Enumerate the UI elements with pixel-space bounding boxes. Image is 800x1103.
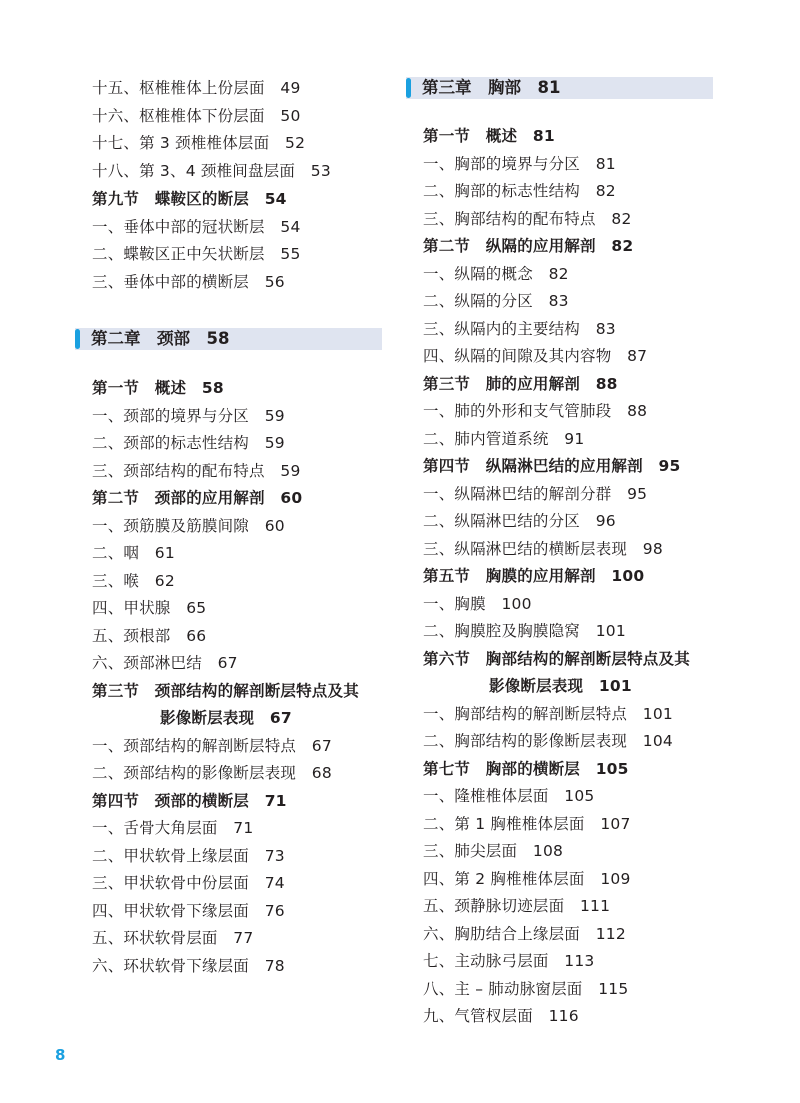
toc-entry[interactable]: 三、肺尖层面 108 (423, 842, 564, 860)
toc-section-entry[interactable]: 第六节 胸部结构的解剖断层特点及其 (423, 649, 690, 668)
toc-section-entry[interactable]: 影像断层表现 101 (489, 677, 632, 695)
chapter-title: 第三章 胸部 81 (422, 78, 561, 97)
toc-entry[interactable]: 十五、枢椎椎体上份层面 49 (92, 79, 301, 97)
toc-entry[interactable]: 一、垂体中部的冠状断层 54 (92, 217, 301, 236)
toc-entry[interactable]: 三、颈部结构的配布特点 59 (92, 461, 301, 480)
chapter-accent-bar (406, 78, 411, 98)
toc-entry[interactable]: 六、环状软骨下缘层面 78 (92, 956, 285, 975)
toc-entry[interactable]: 三、垂体中部的横断层 56 (92, 272, 285, 291)
toc-entry[interactable]: 一、纵隔的概念 82 (423, 264, 569, 283)
chapter-accent-bar (75, 329, 80, 349)
chapter-title: 第二章 颈部 58 (91, 329, 230, 348)
toc-entry[interactable]: 一、颈部结构的解剖断层特点 67 (92, 736, 332, 755)
toc-entry[interactable]: 三、纵隔淋巴结的横断层表现 98 (423, 539, 663, 558)
toc-entry[interactable]: 一、颈筋膜及筋膜间隙 60 (92, 516, 285, 535)
toc-entry[interactable]: 一、胸膜 100 (423, 594, 532, 613)
toc-section-entry[interactable]: 第三节 肺的应用解剖 88 (423, 374, 618, 393)
toc-entry[interactable]: 九、气管杈层面 116 (423, 1007, 579, 1025)
toc-section-entry[interactable]: 第四节 颈部的横断层 71 (92, 791, 287, 810)
toc-entry[interactable]: 一、纵隔淋巴结的解剖分群 95 (423, 484, 648, 503)
toc-entry[interactable]: 六、胸肋结合上缘层面 112 (423, 924, 626, 943)
page-number: 8 (55, 1046, 66, 1064)
toc-section-entry[interactable]: 第七节 胸部的横断层 105 (423, 759, 629, 778)
toc-entry[interactable]: 二、第 1 胸椎椎体层面 107 (423, 814, 631, 833)
toc-entry[interactable]: 八、主 – 肺动脉窗层面 115 (423, 979, 629, 998)
toc-section-entry[interactable]: 第一节 概述 58 (92, 379, 224, 397)
toc-entry[interactable]: 三、纵隔内的主要结构 83 (423, 319, 616, 338)
toc-entry[interactable]: 二、纵隔淋巴结的分区 96 (423, 512, 616, 530)
toc-entry[interactable]: 三、喉 62 (92, 571, 175, 590)
toc-entry[interactable]: 三、胸部结构的配布特点 82 (423, 209, 632, 228)
toc-section-entry[interactable]: 影像断层表现 67 (160, 709, 292, 727)
toc-entry[interactable]: 五、颈根部 66 (92, 626, 207, 645)
toc-entry[interactable]: 二、颈部结构的影像断层表现 68 (92, 764, 332, 782)
toc-entry[interactable]: 十八、第 3、4 颈椎间盘层面 53 (92, 162, 331, 181)
toc-entry[interactable]: 二、胸部结构的影像断层表现 104 (423, 732, 673, 750)
toc-section-entry[interactable]: 第三节 颈部结构的解剖断层特点及其 (92, 681, 359, 700)
toc-section-entry[interactable]: 第五节 胸膜的应用解剖 100 (423, 567, 645, 585)
toc-entry[interactable]: 一、肺的外形和支气管肺段 88 (423, 402, 648, 420)
toc-section-entry[interactable]: 第一节 概述 81 (423, 127, 555, 145)
toc-entry[interactable]: 二、肺内管道系统 91 (423, 429, 585, 448)
toc-entry[interactable]: 四、纵隔的间隙及其内容物 87 (423, 347, 648, 365)
toc-entry[interactable]: 一、颈部的境界与分区 59 (92, 406, 285, 425)
chapter-heading-3[interactable] (406, 77, 713, 99)
toc-entry[interactable]: 十七、第 3 颈椎椎体层面 52 (92, 134, 306, 153)
toc-entry[interactable]: 五、环状软骨层面 77 (92, 929, 254, 947)
toc-section-entry[interactable]: 第九节 蝶鞍区的断层 54 (92, 189, 287, 208)
chapter-heading-2[interactable] (75, 328, 382, 350)
toc-entry[interactable]: 二、胸部的标志性结构 82 (423, 182, 616, 200)
toc-entry[interactable]: 二、咽 61 (92, 544, 175, 562)
toc-section-entry[interactable]: 第二节 颈部的应用解剖 60 (92, 489, 303, 507)
toc-entry[interactable]: 四、甲状腺 65 (92, 599, 207, 617)
toc-entry[interactable]: 一、舌骨大角层面 71 (92, 819, 254, 837)
toc-entry[interactable]: 七、主动脉弓层面 113 (423, 952, 595, 970)
toc-entry[interactable]: 四、第 2 胸椎椎体层面 109 (423, 869, 631, 888)
toc-entry[interactable]: 三、甲状软骨中份层面 74 (92, 874, 285, 892)
toc-entry[interactable]: 二、纵隔的分区 83 (423, 292, 569, 310)
toc-entry[interactable]: 二、甲状软骨上缘层面 73 (92, 846, 285, 865)
toc-section-entry[interactable]: 第四节 纵隔淋巴结的应用解剖 95 (423, 457, 681, 475)
toc-entry[interactable]: 六、颈部淋巴结 67 (92, 654, 238, 672)
toc-entry[interactable]: 一、胸部的境界与分区 81 (423, 154, 616, 173)
toc-entry[interactable]: 一、胸部结构的解剖断层特点 101 (423, 704, 673, 723)
toc-entry[interactable]: 二、胸膜腔及胸膜隐窝 101 (423, 622, 626, 640)
toc-entry[interactable]: 十六、枢椎椎体下份层面 50 (92, 106, 301, 125)
toc-entry[interactable]: 二、颈部的标志性结构 59 (92, 434, 285, 452)
toc-entry[interactable]: 五、颈静脉切迹层面 111 (423, 897, 611, 915)
toc-entry[interactable]: 一、隆椎椎体层面 105 (423, 787, 595, 805)
toc-entry[interactable]: 二、蝶鞍区正中矢状断层 55 (92, 245, 301, 264)
toc-section-entry[interactable]: 第二节 纵隔的应用解剖 82 (423, 237, 634, 255)
toc-entry[interactable]: 四、甲状软骨下缘层面 76 (92, 901, 285, 920)
